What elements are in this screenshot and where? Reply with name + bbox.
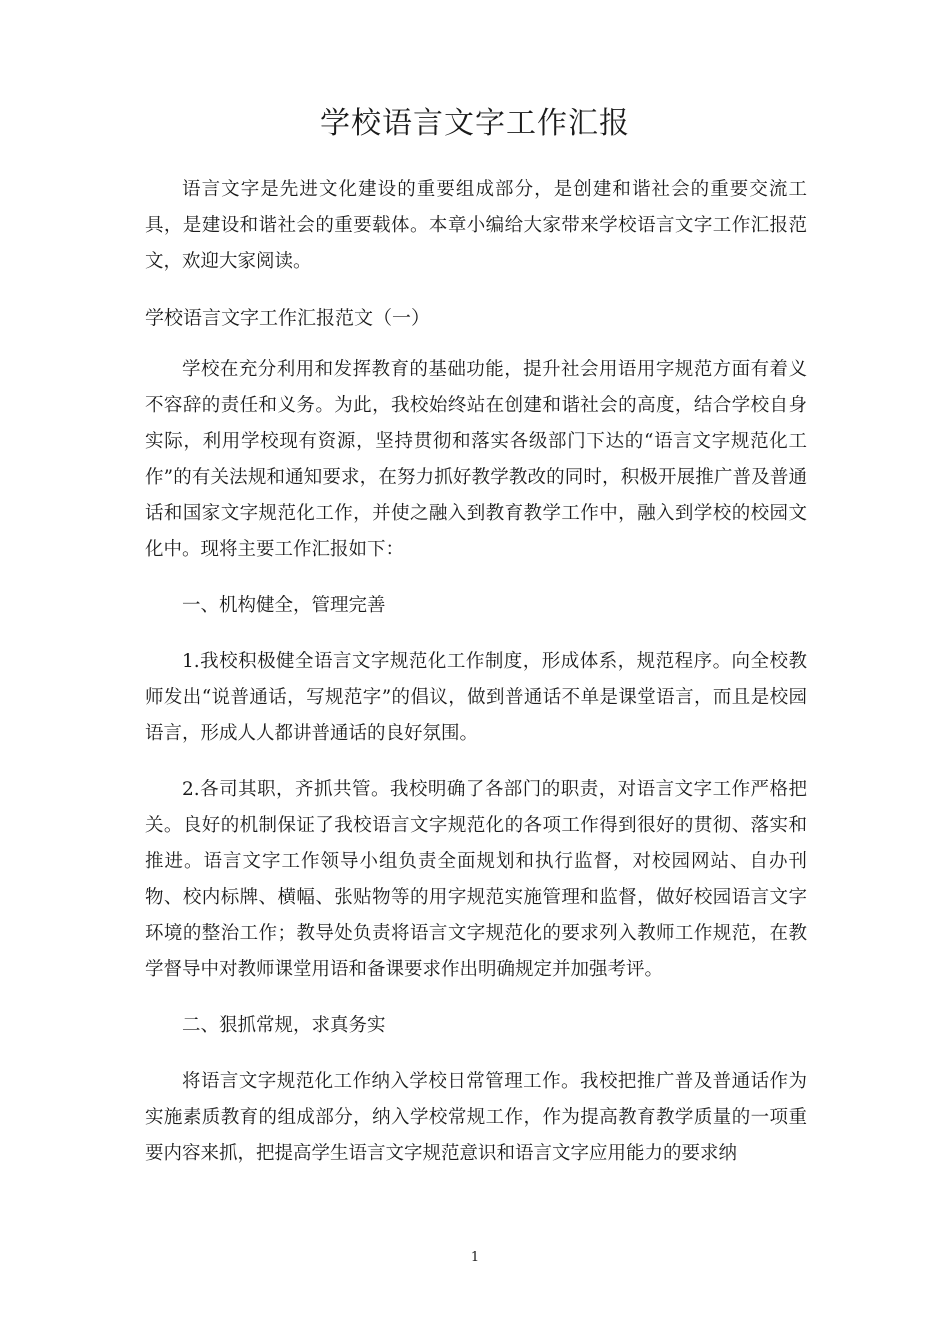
heading-routine: 二、狠抓常规，求真务实 <box>182 1015 386 1036</box>
page-number: 1 <box>470 1250 480 1265</box>
body-paragraph: 1.我校积极健全语言文字规范化工作制度，形成体系，规范程序。向全校教师发出“说普通话，写规范字”的倡议，做到普通话不单是课堂语言，而且是校园语言，形成人人都讲普通话的良好氛围。 <box>145 651 807 744</box>
document-body <box>145 172 807 1172</box>
body-paragraph: 学校在充分利用和发挥教育的基础功能，提升社会用语用字规范方面有着义不容辞的责任和义务。为此，我校始终站在创建和谐社会的高度，结合学校自身实际，利用学校现有资源，坚持贯彻和落实各级部门下达的“语言文字规范化工作”的有关法规和通知要求，在努力抓好教学教改的同时，积极开展推广普及普通话和国家文字规范化工作，并使之融入到教育教学工作中，融入到学校的校园文化中。现将主要工作汇报如下： <box>145 359 807 560</box>
document-title: 学校语言文字工作汇报 <box>320 106 630 141</box>
section-title: 学校语言文字工作汇报范文（一） <box>145 307 431 329</box>
heading-organization: 一、机构健全，管理完善 <box>182 595 386 616</box>
body-paragraph: 2.各司其职，齐抓共管。我校明确了各部门的职责，对语言文字工作严格把关。良好的机制保证了我校语言文字规范化的各项工作得到很好的贯彻、落实和推进。语言文字工作领导小组负责全面规划和执行监督，对校园网站、自办刊物、校内标牌、横幅、张贴物等的用字规范实施管理和监督，做好校园语言文字环境的整治工作；教导处负责将语言文字规范化的要求列入教师工作规范，在教学督导中对教师课堂用语和备课要求作出明确规定并加强考评。 <box>145 779 807 980</box>
intro-paragraph: 语言文字是先进文化建设的重要组成部分，是创建和谐社会的重要交流工具，是建设和谐社会的重要载体。本章小编给大家带来学校语言文字工作汇报范文，欢迎大家阅读。 <box>145 179 807 272</box>
body-paragraph: 将语言文字规范化工作纳入学校日常管理工作。我校把推广普及普通话作为实施素质教育的组成部分，纳入学校常规工作，作为提高教育教学质量的一项重要内容来抓，把提高学生语言文字规范意识和语言文字应用能力的要求纳 <box>145 1071 807 1164</box>
